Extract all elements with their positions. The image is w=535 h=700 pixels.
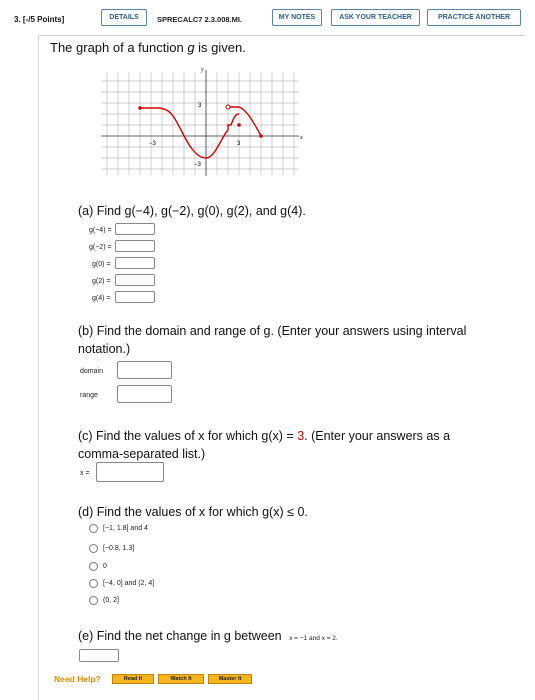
g-4-input[interactable] [115, 291, 155, 303]
range-input[interactable] [117, 385, 172, 403]
g-2-input[interactable] [115, 274, 155, 286]
part-e-text: (e) Find the net change in g between [78, 629, 282, 643]
function-curve [140, 108, 239, 158]
option-label-2: [−0.8, 1.3] [103, 545, 135, 552]
option-label-4: [−4, 0] and (2, 4] [103, 580, 155, 587]
problem-statement [50, 40, 246, 55]
g-neg2-label: g(−2) = [89, 244, 112, 251]
tick-x-neg3: −3 [149, 141, 156, 147]
part-b-question-line1: (b) Find the domain and range of g. (Enter your answers using interval [78, 324, 467, 338]
part-e-condition: x = −1 and x = 2. [289, 635, 338, 642]
question-number: 3. [-/5 Points] [14, 15, 65, 24]
statement-text-end: is given. [194, 40, 246, 55]
domain-input[interactable] [117, 361, 172, 379]
part-a-question: (a) Find g(−4), g(−2), g(0), g(2), and g(4). [78, 204, 306, 218]
x-values-input[interactable] [96, 462, 164, 482]
x-axis-label: x [300, 135, 303, 141]
point-endpoint [259, 134, 263, 138]
details-button[interactable]: DETAILS [101, 9, 147, 26]
watch-it-button[interactable]: Watch It [158, 674, 204, 684]
g-neg4-input[interactable] [115, 223, 155, 235]
point-closed-2 [237, 123, 241, 127]
my-notes-button[interactable]: MY NOTES [272, 9, 322, 26]
option-radio-3[interactable] [89, 562, 98, 571]
function-graph [95, 62, 310, 184]
g-neg4-label: g(−4) = [89, 227, 112, 234]
option-radio-5[interactable] [89, 596, 98, 605]
g-2-label: g(2) = [92, 278, 111, 285]
ask-teacher-button[interactable]: ASK YOUR TEACHER [331, 9, 420, 26]
range-label: range [80, 392, 98, 399]
function-curve-right [230, 107, 261, 136]
option-radio-2[interactable] [89, 544, 98, 553]
graph-grid [101, 72, 299, 175]
part-b-question-line2: notation.) [78, 342, 131, 356]
need-help-label: Need Help? [54, 674, 101, 684]
part-c-text-end: . (Enter your answers as a [304, 429, 451, 443]
g-0-label: g(0) = [92, 261, 111, 268]
practice-another-button[interactable]: PRACTICE ANOTHER [427, 9, 521, 26]
part-e-question [78, 627, 338, 648]
tick-y-3: 3 [198, 103, 202, 109]
domain-label: domain [80, 368, 103, 375]
part-c-question-line1 [78, 427, 450, 445]
g-0-input[interactable] [115, 257, 155, 269]
tick-x-3: 3 [237, 141, 241, 147]
option-label-3: 0 [103, 563, 107, 570]
question-header [0, 0, 535, 36]
header-divider [38, 35, 525, 36]
part-d-question: (d) Find the values of x for which g(x) ≤ 0. [78, 505, 308, 519]
g-4-label: g(4) = [92, 295, 111, 302]
question-left-border [38, 35, 39, 700]
function-var: g [187, 40, 195, 55]
x-equals-label: x = [80, 470, 90, 477]
option-radio-1[interactable] [89, 524, 98, 533]
option-radio-4[interactable] [89, 579, 98, 588]
tick-y-neg3: −3 [194, 162, 201, 168]
option-label-5: (0, 2] [103, 597, 119, 604]
net-change-input[interactable] [79, 649, 119, 662]
master-it-button[interactable]: Master It [208, 674, 252, 684]
point-open [226, 105, 230, 109]
part-c-value: 3 [297, 429, 305, 443]
point-closed [138, 106, 142, 110]
question-id: SPRECALC7 2.3.008.MI. [157, 15, 243, 24]
y-axis-label: y [201, 67, 204, 73]
g-neg2-input[interactable] [115, 240, 155, 252]
statement-text: The graph of a function [50, 40, 188, 55]
read-it-button[interactable]: Read It [112, 674, 154, 684]
option-label-1: [−1, 1.8] and 4 [103, 525, 148, 532]
part-c-question-line2: comma-separated list.) [78, 447, 206, 461]
part-c-text: (c) Find the values of x for which g(x) = [78, 429, 298, 443]
